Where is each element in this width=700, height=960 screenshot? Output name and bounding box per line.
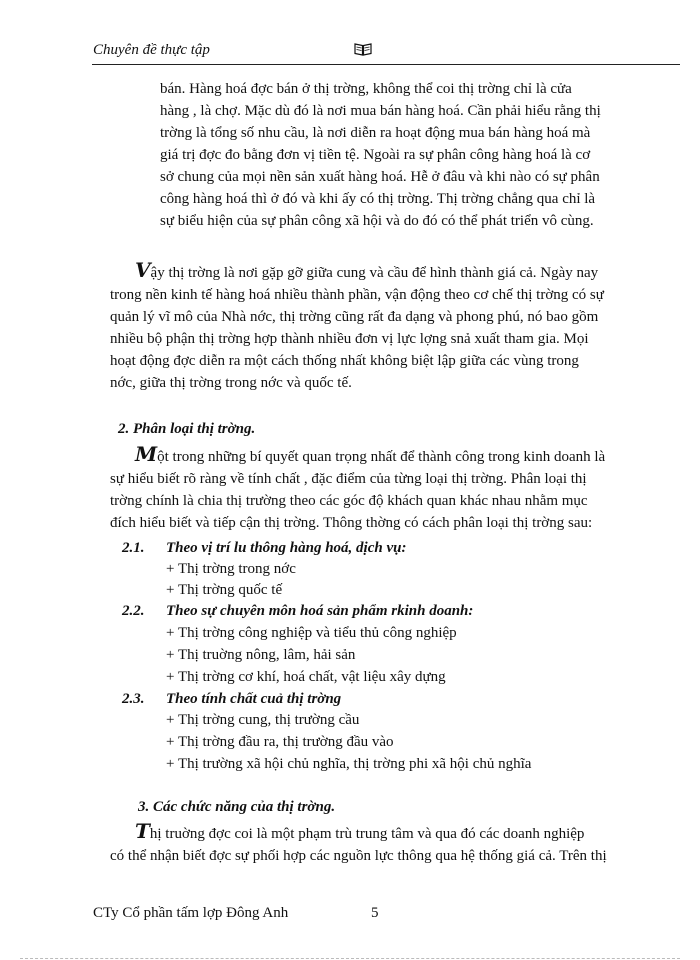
text-line: hàng , là chợ. Mặc dù đó là nơi mua bán hàng hoá. Cần phải hiểu rằng thị	[160, 103, 601, 119]
drop-cap: T	[135, 823, 150, 843]
text-line: trờng là tổng số nhu cầu, là nơi diễn ra hoạt động mua bán hàng hoá mà	[160, 125, 591, 141]
first-line-text: hị truờng đợc coi là một phạm trù trung tâm và qua đó các doanh nghiệp	[149, 826, 585, 842]
text-line: nhiều bộ phận thị trờng hợp thành nhiều đơn vị lực lợng snả xuất tham gia. Mọi	[110, 331, 589, 347]
subsection-number: 2.1.	[122, 540, 145, 556]
subsection-title: Theo sự chuyên môn hoá sản phẩm rkinh doanh:	[166, 603, 474, 619]
subsection-number: 2.2.	[122, 603, 145, 619]
paragraph-classification	[110, 446, 680, 534]
subsection-title: Theo vị trí lu thông hàng hoá, dịch vụ:	[166, 540, 407, 556]
subsection-heading	[122, 603, 473, 620]
text-line: có thể nhận biết đợc sự phối hợp các nguồn lực thông qua hệ thống giá cả. Trên thị	[110, 848, 607, 864]
footer-rule	[20, 958, 680, 959]
text-line	[110, 823, 680, 845]
drop-cap: V	[135, 262, 151, 282]
text-line	[110, 262, 680, 284]
paragraph-summary	[110, 262, 680, 394]
list-item: + Thị trờng cơ khí, hoá chất, vật liệu xây dựng	[166, 669, 446, 685]
text-line: bán. Hàng hoá đợc bán ở thị trờng, không thể coi thị trờng chỉ là cửa	[160, 81, 572, 97]
header-rule	[92, 64, 680, 65]
text-line: đích hiểu biết và tiếp cận thị trờng. Thông thờng có cách phân loại thị trờng sau:	[110, 515, 593, 531]
list-item: + Thị trờng trong nớc	[166, 561, 296, 577]
text-line: giá trị đợc đo bằng đơn vị tiền tệ. Ngoài ra sự phân công hàng hoá là cơ	[160, 147, 591, 163]
text-line: trờng chính là chia thị trường theo các góc độ khách quan khác nhau nhằm mục	[110, 493, 588, 509]
text-line	[110, 446, 680, 468]
section-heading-2: 2. Phân loại thị trờng.	[118, 421, 256, 437]
list-item: + Thị truờng nông, lâm, hải sản	[166, 647, 356, 663]
drop-cap: M	[135, 446, 158, 466]
list-item: + Thị trờng công nghiệp và tiểu thủ công nghiệp	[166, 625, 457, 641]
text-line: sự biểu hiện của sự phân công xã hội và do đó có thể phát triển vô cùng.	[160, 213, 594, 229]
text-line: trong nền kinh tế hàng hoá nhiều thành phần, vận động theo cơ chế thị trờng có sự	[110, 287, 604, 303]
text-line: sở chung của mọi nền sản xuất hàng hoá. Hễ ở đâu và khi nào có sự phân	[160, 169, 600, 185]
text-line: hoạt động đợc diễn ra một cách thống nhất không biệt lập giữa các vùng trong	[110, 353, 579, 369]
section-heading-3: 3. Các chức năng của thị trờng.	[138, 799, 336, 815]
text-line: quản lý vĩ mô của Nhà nớc, thị trờng cũng rất đa dạng và phong phú, nó bao gồm	[110, 309, 599, 325]
list-item: + Thị trờng quốc tế	[166, 582, 283, 598]
running-header: Chuyên đề thực tập	[93, 42, 210, 58]
list-item: + Thị trờng cung, thị trường cầu	[166, 712, 360, 728]
first-line-text: ột trong những bí quyết quan trọng nhất để thành công trong kinh doanh là	[157, 449, 606, 465]
subsection-title: Theo tính chất cuả thị trờng	[166, 691, 342, 707]
footer-company: CTy Cổ phần tấm lợp Đông Anh	[93, 905, 289, 921]
paragraph-functions	[110, 823, 680, 867]
book-icon	[354, 42, 372, 56]
page-number: 5	[371, 905, 379, 921]
text-line: nớc, giữa thị trờng trong nớc và quốc tế.	[110, 375, 352, 391]
first-line-text: ậy thị trờng là nơi gặp gỡ giữa cung và cầu để hình thành giá cả. Ngày nay	[150, 265, 599, 281]
subsection-number: 2.3.	[122, 691, 145, 707]
text-line: sự hiểu biết rõ ràng về tính chất , đặc điểm của từng loại thị trờng. Phân loại thị	[110, 471, 587, 487]
list-item: + Thị trường xã hội chủ nghĩa, thị trờng phi xã hội chủ nghĩa	[166, 756, 532, 772]
list-item: + Thị trờng đầu ra, thị trường đầu vào	[166, 734, 394, 750]
paragraph-intro-continued	[160, 78, 680, 232]
subsection-heading	[122, 691, 341, 708]
text-line: công hàng hoá thì ở đó và khi ấy có thị trờng. Thị trờng chẳng qua chỉ là	[160, 191, 596, 207]
subsection-heading	[122, 540, 406, 557]
